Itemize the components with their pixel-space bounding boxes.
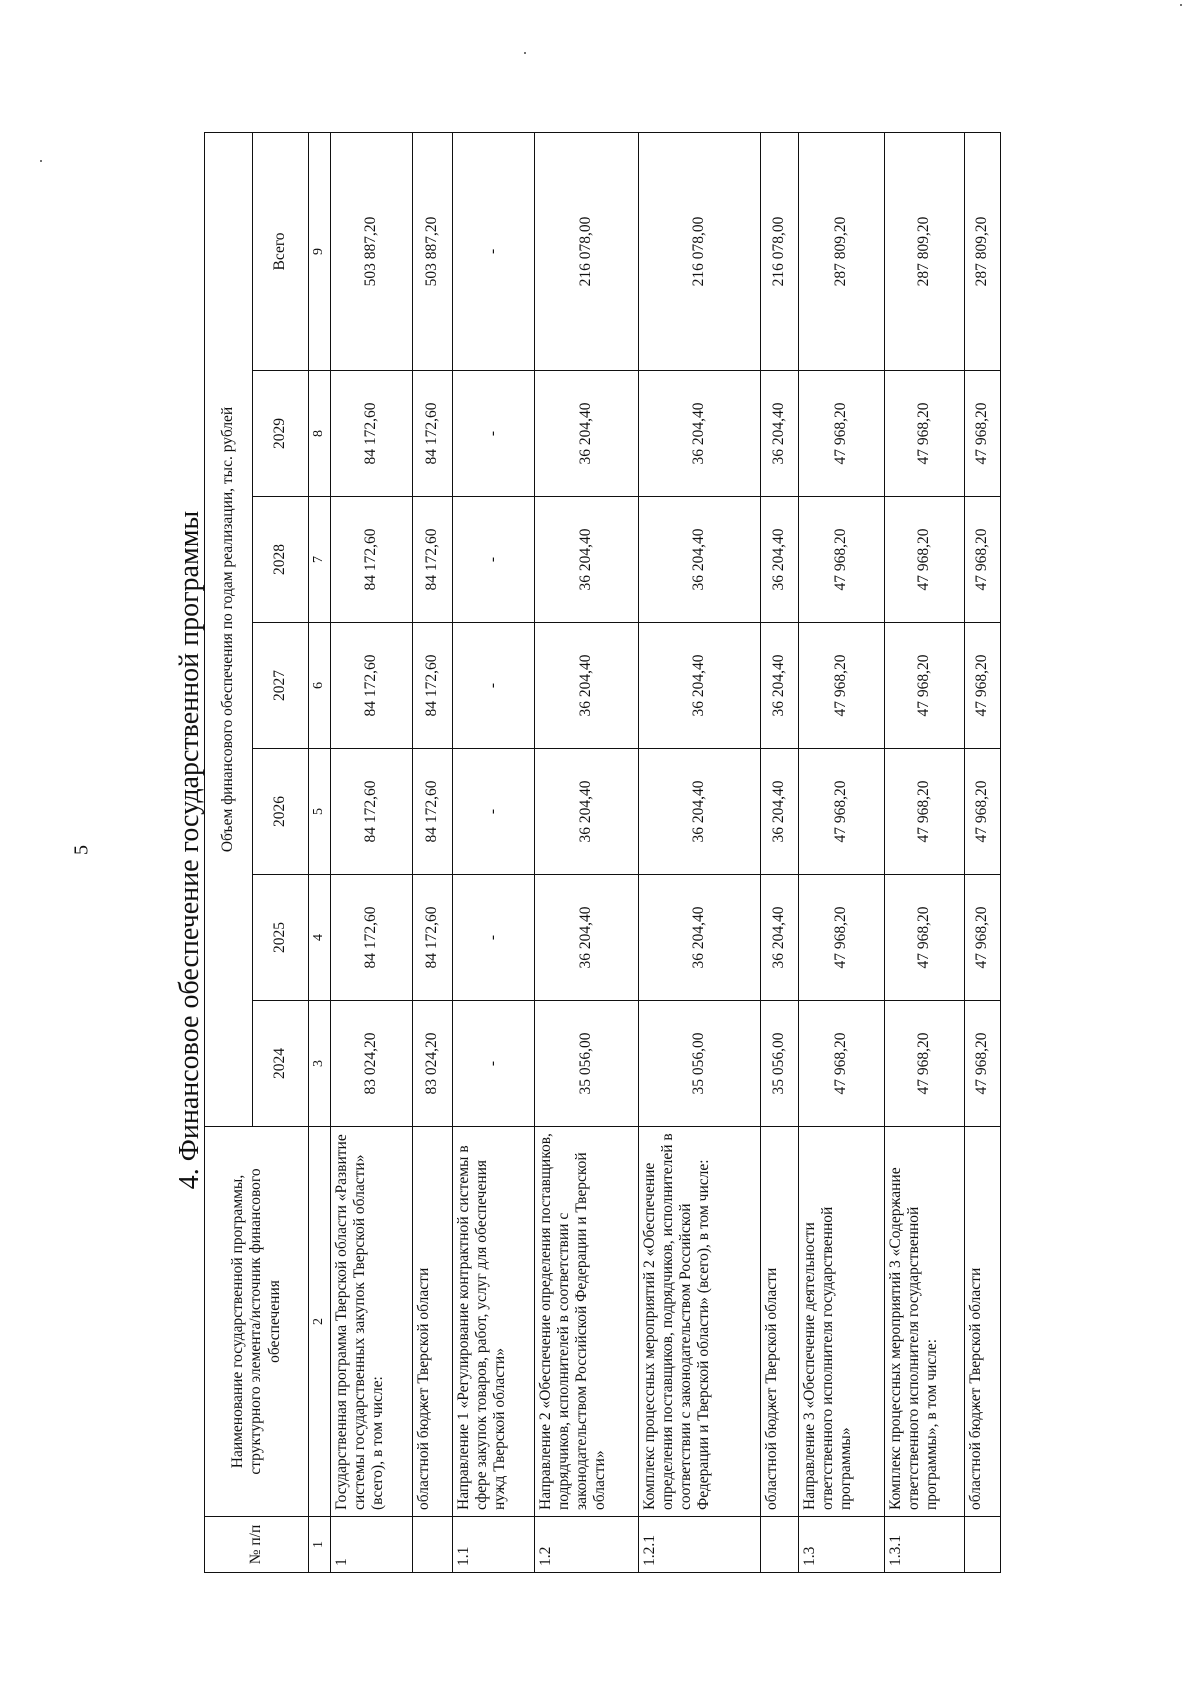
row-name: Комплекс процессных мероприятий 3 «Содержание ответственного исполнителя государственной программы», в том числе: bbox=[885, 1127, 965, 1517]
value-cell: - bbox=[453, 1001, 535, 1127]
value-cell: 47 968,20 bbox=[799, 749, 885, 875]
table-row bbox=[799, 132, 885, 1572]
index-cell: 5 bbox=[309, 749, 331, 875]
index-cell: 1 bbox=[309, 1517, 331, 1573]
value-cell: 47 968,20 bbox=[885, 371, 965, 497]
scan-speck bbox=[1180, 4, 1182, 6]
value-cell-total: 287 809,20 bbox=[885, 132, 965, 370]
index-cell: 4 bbox=[309, 875, 331, 1001]
row-name: областной бюджет Тверской области bbox=[761, 1127, 799, 1517]
row-name: Направление 1 «Регулирование контрактной системы в сфере закупок товаров, работ, услуг для обеспечения нужд Тверской области» bbox=[453, 1127, 535, 1517]
section-title: 4. Финансовое обеспечение государственной программы bbox=[174, 510, 205, 1190]
value-cell: 47 968,20 bbox=[799, 1001, 885, 1127]
value-cell: 47 968,20 bbox=[885, 497, 965, 623]
index-cell: 9 bbox=[309, 132, 331, 370]
value-cell: 36 204,40 bbox=[639, 371, 761, 497]
value-cell: 36 204,40 bbox=[535, 623, 639, 749]
value-cell: 84 172,60 bbox=[331, 749, 413, 875]
value-cell: - bbox=[453, 623, 535, 749]
value-cell: - bbox=[453, 875, 535, 1001]
value-cell: 36 204,40 bbox=[535, 497, 639, 623]
value-cell-total: 287 809,20 bbox=[965, 132, 1001, 370]
value-cell: 84 172,60 bbox=[413, 497, 453, 623]
header-year: 2025 bbox=[253, 875, 309, 1001]
value-cell: 83 024,20 bbox=[331, 1001, 413, 1127]
value-cell-total: 216 078,00 bbox=[535, 132, 639, 370]
value-cell: 47 968,20 bbox=[965, 875, 1001, 1001]
value-cell: 36 204,40 bbox=[535, 371, 639, 497]
header-year: 2028 bbox=[253, 497, 309, 623]
value-cell: 84 172,60 bbox=[331, 497, 413, 623]
value-cell-total: 287 809,20 bbox=[799, 132, 885, 370]
value-cell-total: 503 887,20 bbox=[331, 132, 413, 370]
row-number bbox=[965, 1517, 1001, 1573]
financing-table-wrapper bbox=[204, 133, 1000, 1573]
header-year: 2026 bbox=[253, 749, 309, 875]
value-cell: 47 968,20 bbox=[799, 875, 885, 1001]
table-row bbox=[761, 132, 799, 1572]
value-cell: 84 172,60 bbox=[413, 875, 453, 1001]
row-name: областной бюджет Тверской области bbox=[413, 1127, 453, 1517]
value-cell: 36 204,40 bbox=[761, 623, 799, 749]
row-number: 1.1 bbox=[453, 1517, 535, 1573]
value-cell: - bbox=[453, 497, 535, 623]
row-name: Направление 2 «Обеспечение определения поставщиков, подрядчиков, исполнителей в соответствии с законодательством Российской Федерации и Тверской области» bbox=[535, 1127, 639, 1517]
table-row bbox=[331, 132, 413, 1572]
value-cell: 36 204,40 bbox=[639, 497, 761, 623]
value-cell: 47 968,20 bbox=[965, 623, 1001, 749]
header-year: 2029 bbox=[253, 371, 309, 497]
index-cell: 8 bbox=[309, 371, 331, 497]
page-number: 5 bbox=[70, 845, 93, 855]
value-cell: 47 968,20 bbox=[885, 875, 965, 1001]
value-cell: 84 172,60 bbox=[331, 623, 413, 749]
value-cell-total: 216 078,00 bbox=[639, 132, 761, 370]
index-cell: 7 bbox=[309, 497, 331, 623]
value-cell: 47 968,20 bbox=[799, 371, 885, 497]
header-total: Всего bbox=[253, 132, 309, 370]
header-number: № п/п bbox=[205, 1517, 309, 1573]
value-cell: 47 968,20 bbox=[885, 623, 965, 749]
row-name: областной бюджет Тверской области bbox=[965, 1127, 1001, 1517]
value-cell-total: 216 078,00 bbox=[761, 132, 799, 370]
row-number: 1 bbox=[331, 1517, 413, 1573]
value-cell-total: 503 887,20 bbox=[413, 132, 453, 370]
row-number bbox=[413, 1517, 453, 1573]
row-number: 1.3.1 bbox=[885, 1517, 965, 1573]
value-cell: 36 204,40 bbox=[761, 371, 799, 497]
value-cell: 47 968,20 bbox=[885, 749, 965, 875]
row-name: Направление 3 «Обеспечение деятельности ответственного исполнителя государственной программы» bbox=[799, 1127, 885, 1517]
index-cell: 3 bbox=[309, 1001, 331, 1127]
table-row bbox=[639, 132, 761, 1572]
value-cell: 35 056,00 bbox=[761, 1001, 799, 1127]
table-row bbox=[535, 132, 639, 1572]
table-row bbox=[885, 132, 965, 1572]
value-cell: 47 968,20 bbox=[885, 1001, 965, 1127]
row-number: 1.3 bbox=[799, 1517, 885, 1573]
scan-speck bbox=[524, 52, 526, 54]
value-cell: 84 172,60 bbox=[331, 371, 413, 497]
value-cell: 83 024,20 bbox=[413, 1001, 453, 1127]
value-cell: 35 056,00 bbox=[639, 1001, 761, 1127]
value-cell: - bbox=[453, 749, 535, 875]
row-number: 1.2.1 bbox=[639, 1517, 761, 1573]
value-cell: 47 968,20 bbox=[965, 1001, 1001, 1127]
row-name: Государственная программа Тверской области «Развитие системы государственных закупок Тверской области» (всего), в том числе: bbox=[331, 1127, 413, 1517]
value-cell: 36 204,40 bbox=[639, 875, 761, 1001]
index-cell: 2 bbox=[309, 1127, 331, 1517]
value-cell: 47 968,20 bbox=[965, 749, 1001, 875]
value-cell: 47 968,20 bbox=[799, 623, 885, 749]
value-cell-total: - bbox=[453, 132, 535, 370]
value-cell: 36 204,40 bbox=[761, 497, 799, 623]
financing-table bbox=[204, 132, 1001, 1573]
value-cell: 84 172,60 bbox=[413, 623, 453, 749]
scan-speck bbox=[40, 160, 42, 162]
row-number: 1.2 bbox=[535, 1517, 639, 1573]
value-cell: 36 204,40 bbox=[639, 623, 761, 749]
table-row bbox=[965, 132, 1001, 1572]
table-row bbox=[413, 132, 453, 1572]
row-name: Комплекс процессных мероприятий 2 «Обеспечение определения поставщиков, подрядчиков, исполнителей в соответствии с законодательством Российской Федерации и Тверской области» (всего), в том числе: bbox=[639, 1127, 761, 1517]
header-year: 2024 bbox=[253, 1001, 309, 1127]
header-name: Наименование государственной программы, структурного элемента/источник финансового обеспечения bbox=[205, 1127, 309, 1517]
value-cell: 47 968,20 bbox=[965, 497, 1001, 623]
value-cell: 36 204,40 bbox=[761, 749, 799, 875]
value-cell: 36 204,40 bbox=[535, 875, 639, 1001]
value-cell: 36 204,40 bbox=[639, 749, 761, 875]
table-row bbox=[453, 132, 535, 1572]
value-cell: 47 968,20 bbox=[799, 497, 885, 623]
value-cell: 36 204,40 bbox=[761, 875, 799, 1001]
header-group-financing: Объем финансового обеспечения по годам реализации, тыс. рублей bbox=[205, 132, 253, 1126]
value-cell: 36 204,40 bbox=[535, 749, 639, 875]
value-cell: 84 172,60 bbox=[331, 875, 413, 1001]
row-number bbox=[761, 1517, 799, 1573]
header-year: 2027 bbox=[253, 623, 309, 749]
value-cell: 47 968,20 bbox=[965, 371, 1001, 497]
value-cell: 35 056,00 bbox=[535, 1001, 639, 1127]
index-cell: 6 bbox=[309, 623, 331, 749]
value-cell: 84 172,60 bbox=[413, 749, 453, 875]
value-cell: - bbox=[453, 371, 535, 497]
value-cell: 84 172,60 bbox=[413, 371, 453, 497]
